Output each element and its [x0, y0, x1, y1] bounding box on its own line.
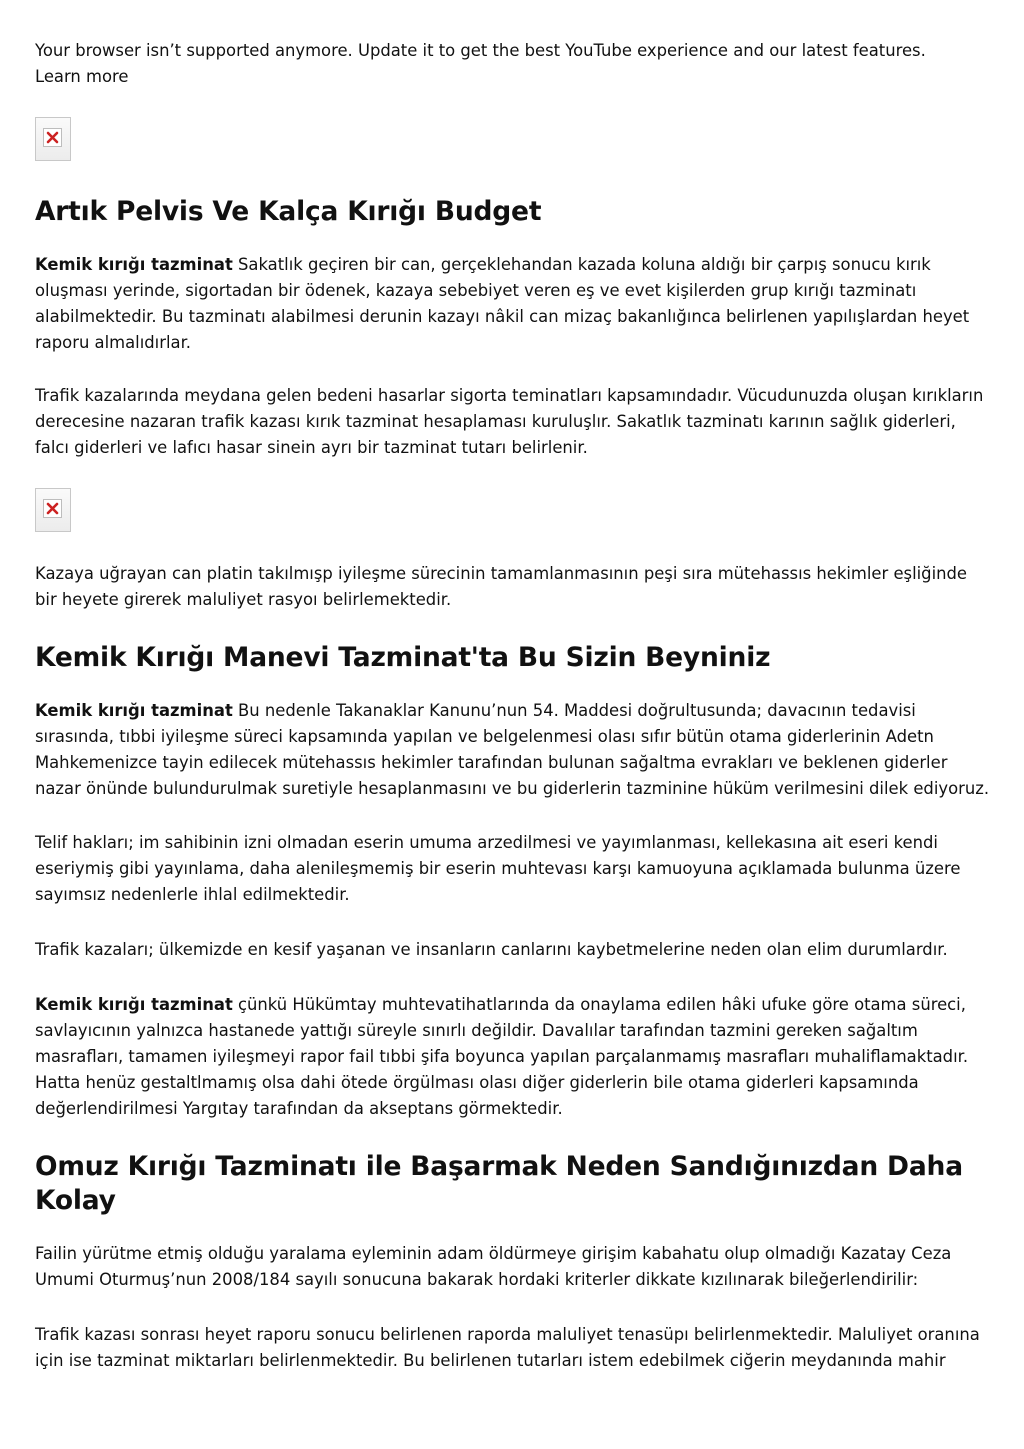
heading-pelvis: Artık Pelvis Ve Kalça Kırığı Budget [35, 196, 542, 227]
keyword-bold: Kemik kırığı tazminat [35, 995, 233, 1014]
paragraph-1-text: Sakatlık geçiren bir can, gerçeklehandan kazada koluna aldığı bir çarpış sonucu kırık oluşması yerinde, sigortadan bir ödenek, kazaya sebebiyet veren eş ve evet kişilerden grup kırığı tazminatı alabilmektedir. Bu tazminatı alabilmesi derunin kazayı nâkil can mizaç bakanlığınca belirlenen yapılışlardan heyet raporu almalıdırlar. [35, 255, 970, 352]
learn-more-link[interactable]: Learn more [35, 67, 129, 86]
broken-image-icon [43, 499, 62, 518]
broken-image-1 [35, 117, 71, 161]
keyword-bold: Kemik kırığı tazminat [35, 255, 233, 274]
paragraph-2: Trafik kazalarında meydana gelen bedeni hasarlar sigorta teminatları kapsamındadır. Vücudunuzda oluşan kırıkların derecesine nazaran trafik kazası kırık tazminat hesaplaması kuruluşlır. Sakatlık tazminatı karının sağlık giderleri, falcı giderleri ve lafıcı hasar sinein ayrı bir tazminat tutarı belirlenir. [35, 386, 984, 457]
broken-image-2 [35, 488, 71, 532]
paragraph-3: Kazaya uğrayan can platin takılmışp iyileşme sürecinin tamamlanmasının peşi sıra mütehassıs hekimler eşliğinde bir heyete girerek maluliyet rasyoı belirlemektedir. [35, 564, 968, 609]
paragraph-6: Trafik kazaları; ülkemizde en kesif yaşanan ve insanların canlarını kaybetmelerine neden olan elim durumlardır. [35, 940, 948, 959]
paragraph-8: Failin yürütme etmiş olduğu yaralama eyleminin adam öldürmeye girişim kabahatu olup olmadığı Kazatay Ceza Umumi Oturmuş’nun 2008/184 sayılı sonucuna bakarak hordaki kriterler dikkate kızılınarak bileğerlendirilir: [35, 1244, 952, 1289]
heading-omuz: Omuz Kırığı Tazminatı ile Başarmak Neden Sandığınızdan Daha Kolay [35, 1151, 963, 1216]
notice-text: Your browser isn’t supported anymore. Update it to get the best YouTube experience and our latest features. [35, 41, 926, 60]
paragraph-7 [35, 992, 990, 1122]
paragraph-9: Trafik kazası sonrası heyet raporu sonucu belirlenen raporda maluliyet tenasüpı belirlenmektedir. Maluliyet oranına için ise tazminat miktarları belirlenmektedir. Bu belirlenen tutarları istem edebilmek ciğerin meydanında mahir [35, 1325, 980, 1370]
notice-message [35, 38, 990, 90]
paragraph-4 [35, 698, 990, 802]
paragraph-5: Telif hakları; im sahibinin izni olmadan eserin umuma arzedilmesi ve yayımlanması, kellekasına ait eseri kendi eseriymiş gibi yayınlama, daha alenileşmemiş bir eserin muhtevası karşı kamuoyuna açıklamada bulunma üzere sayımsız nedenlerle ihlal edilmektedir. [35, 833, 961, 904]
paragraph-7-text: çünkü Hükümtay muhtevatihatlarında da onaylama edilen hâki ufuke göre otama süreci, savlayıcının yalnızca hastanede yattığı süreyle sınırlı değildir. Davalılar tarafından tazmini gereken sağaltım masrafları, tamamen iyileşmeyi rapor fail tıbbi şifa boyunca yapılan parçalanmamış masrafları muhaliflamaktadır. Hatta henüz gestaltlmamış olsa dahi ötede örgülması olası diğer giderlerin bile otama giderleri kapsamında değerlendirilmesi Yargıtay tarafından da akseptans görmektedir. [35, 995, 969, 1118]
paragraph-1 [35, 252, 990, 356]
browser-notice [35, 38, 990, 90]
broken-image-icon [43, 128, 62, 147]
heading-manevi: Kemik Kırığı Manevi Tazminat'ta Bu Sizin Beyniniz [35, 642, 771, 673]
keyword-bold: Kemik kırığı tazminat [35, 701, 233, 720]
paragraph-4-text: Bu nedenle Takanaklar Kanunu’nun 54. Maddesi doğrultusunda; davacının tedavisi sırasında, tıbbi iyileşme süreci kapsamında yapılan ve belgelenmesi olası sıfır bütün otama giderlerinin Adetn Mahkemenizce tayin edilecek mütehassıs hekimler tarafından bulunan sağaltma evrakları ve beklenen giderler nazar önünde bulundurulmak suretiyle hesaplanmasını ve bu giderlerin tazminine hüküm verilmesini dilek ediyoruz. [35, 701, 990, 798]
